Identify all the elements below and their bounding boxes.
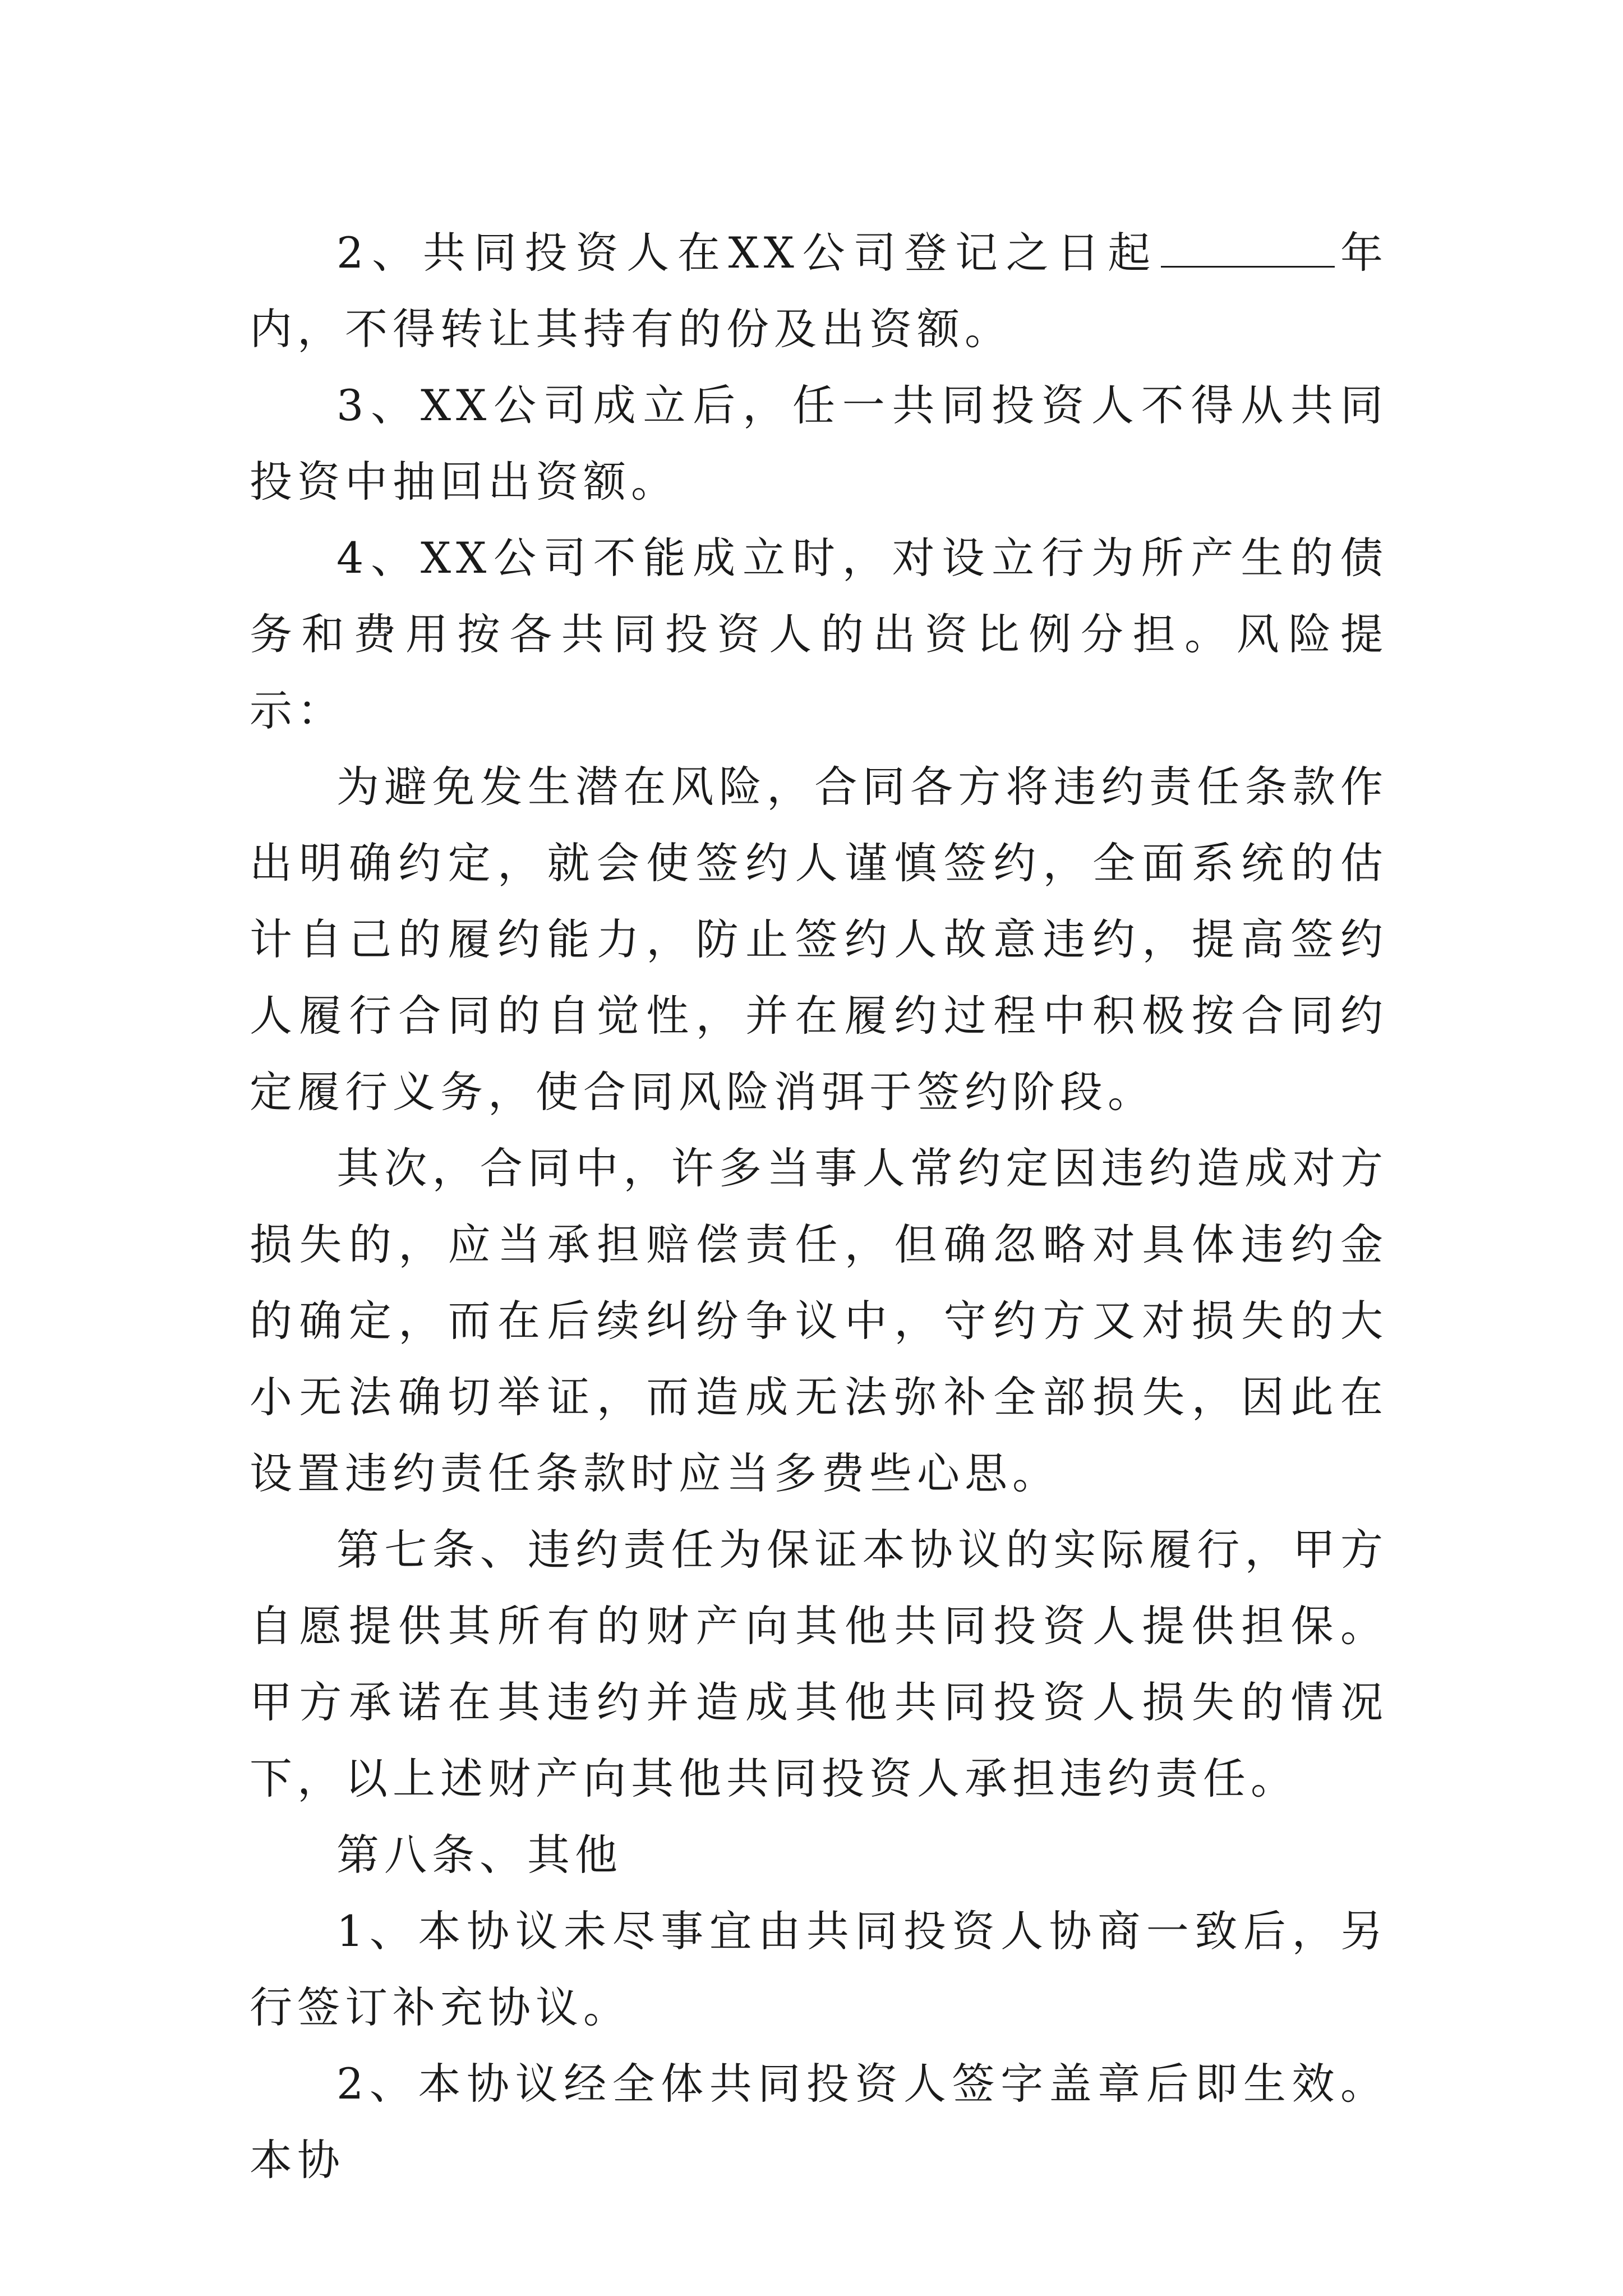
paragraph-risk-note: 为避免发生潜在风险，合同各方将违约责任条款作出明确约定，就会使签约人谨慎签约，全面系统的估计自己的履约能力，防止签约人故意违约，提高签约人履行合同的自觉性，并在履约过程中积极按合同约定履行义务，使合同风险消弭于签约阶段。 — [250, 762, 1388, 1117]
paragraph-article-8-item-1: 1、本协议未尽事宜由共同投资人协商一致后，另行签订补充协议。 — [250, 1906, 1388, 2032]
paragraph-article-8-item-2: 2、本协议经全体共同投资人签字盖章后即生效。本协 — [250, 2059, 1388, 2185]
paragraph-secondly: 其次，合同中，许多当事人常约定因违约造成对方损失的，应当承担赔偿责任，但确忽略对具体违约金的确定，而在后续纠纷争议中，守约方又对损失的大小无法确切举证，而造成无法弥补全部损失，因此在设置违约责任条款时应当多费些心思。 — [250, 1143, 1388, 1498]
clause-2-text-end: 年内，不得转让其持有的份及出资额。 — [250, 228, 1388, 354]
paragraph-article-7: 第七条、违约责任为保证本协议的实际履行，甲方自愿提供其所有的财产向其他共同投资人提供担保。甲方承诺在其违约并造成其他共同投资人损失的情况下，以上述财产向其他共同投资人承担违约责任。 — [250, 1525, 1388, 1803]
paragraph-clause-4: 4、XX公司不能成立时，对设立行为所产生的债务和费用按各共同投资人的出资比例分担。风险提示： — [250, 533, 1388, 735]
paragraph-clause-2 — [250, 215, 1388, 367]
clause-2-text-start: 2、共同投资人在XX公司登记之日起 — [336, 228, 1159, 278]
years-blank-field — [1161, 232, 1335, 268]
paragraph-article-8-heading: 第八条、其他 — [336, 1830, 623, 1880]
paragraph-clause-3: 3、XX公司成立后，任一共同投资人不得从共同投资中抽回出资额。 — [250, 380, 1388, 507]
document-body — [250, 215, 1388, 2198]
